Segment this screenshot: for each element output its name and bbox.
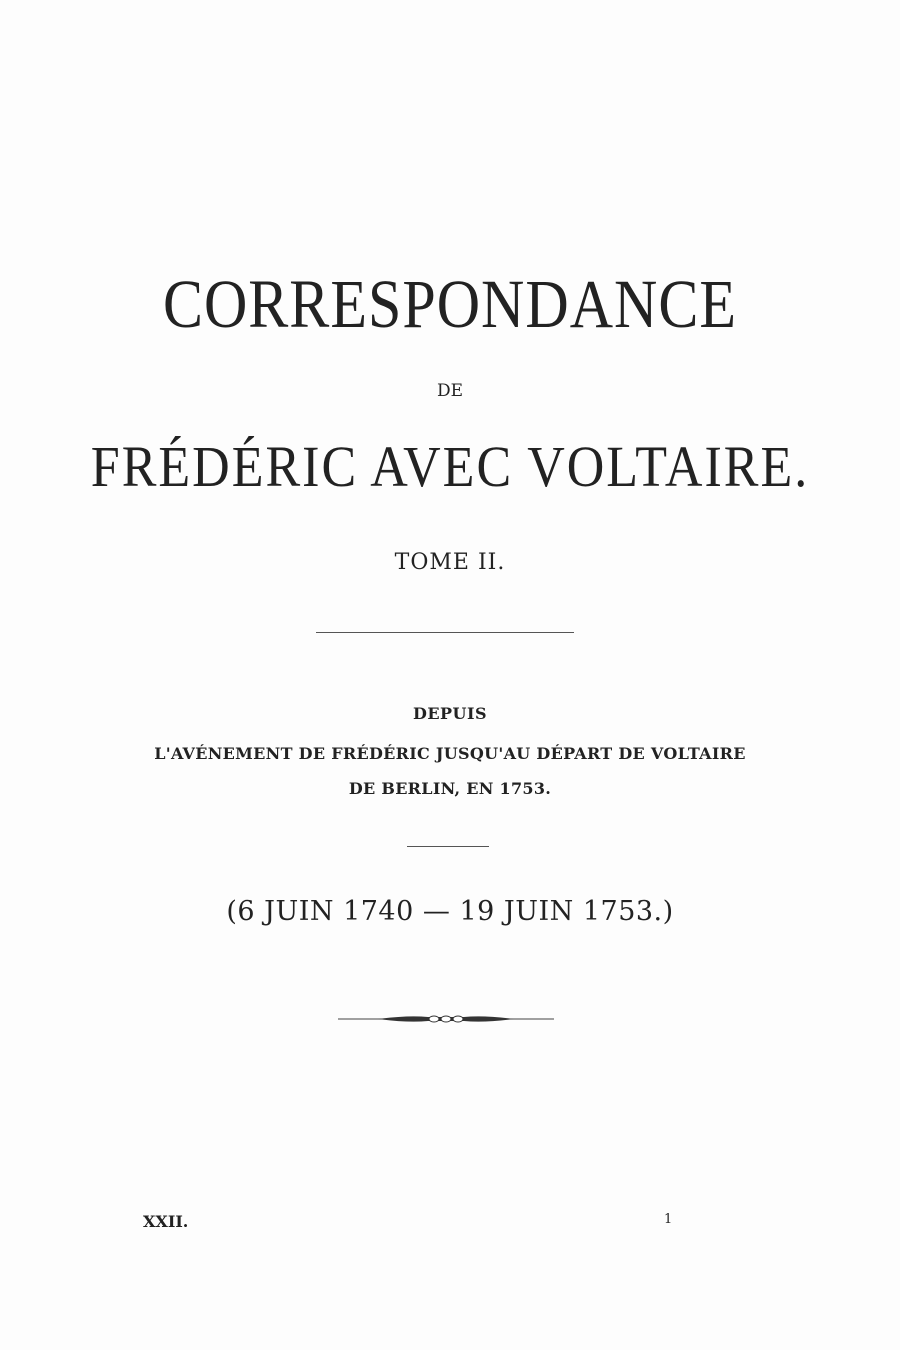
ornament-rule-icon	[338, 1011, 554, 1027]
volume-label: TOME II.	[394, 550, 506, 575]
short-divider-rule	[407, 846, 489, 847]
divider-rule	[316, 632, 574, 633]
date-range: (6 JUIN 1740 — 19 JUIN 1753.)	[226, 896, 674, 927]
description-intro: DEPUIS	[412, 704, 488, 723]
description-line-2: DE BERLIN, EN 1753.	[348, 779, 552, 798]
page-number: 1	[664, 1212, 673, 1227]
main-title: CORRESPONDANCE	[162, 265, 738, 342]
description-line-1: L'AVÉNEMENT DE FRÉDÉRIC JUSQU'AU DÉPART DE VOLTAIRE	[154, 744, 746, 763]
title-connector: DE	[436, 381, 464, 401]
signature-mark: XXII.	[143, 1212, 189, 1231]
subtitle: FRÉDÉRIC AVEC VOLTAIRE.	[90, 435, 810, 500]
